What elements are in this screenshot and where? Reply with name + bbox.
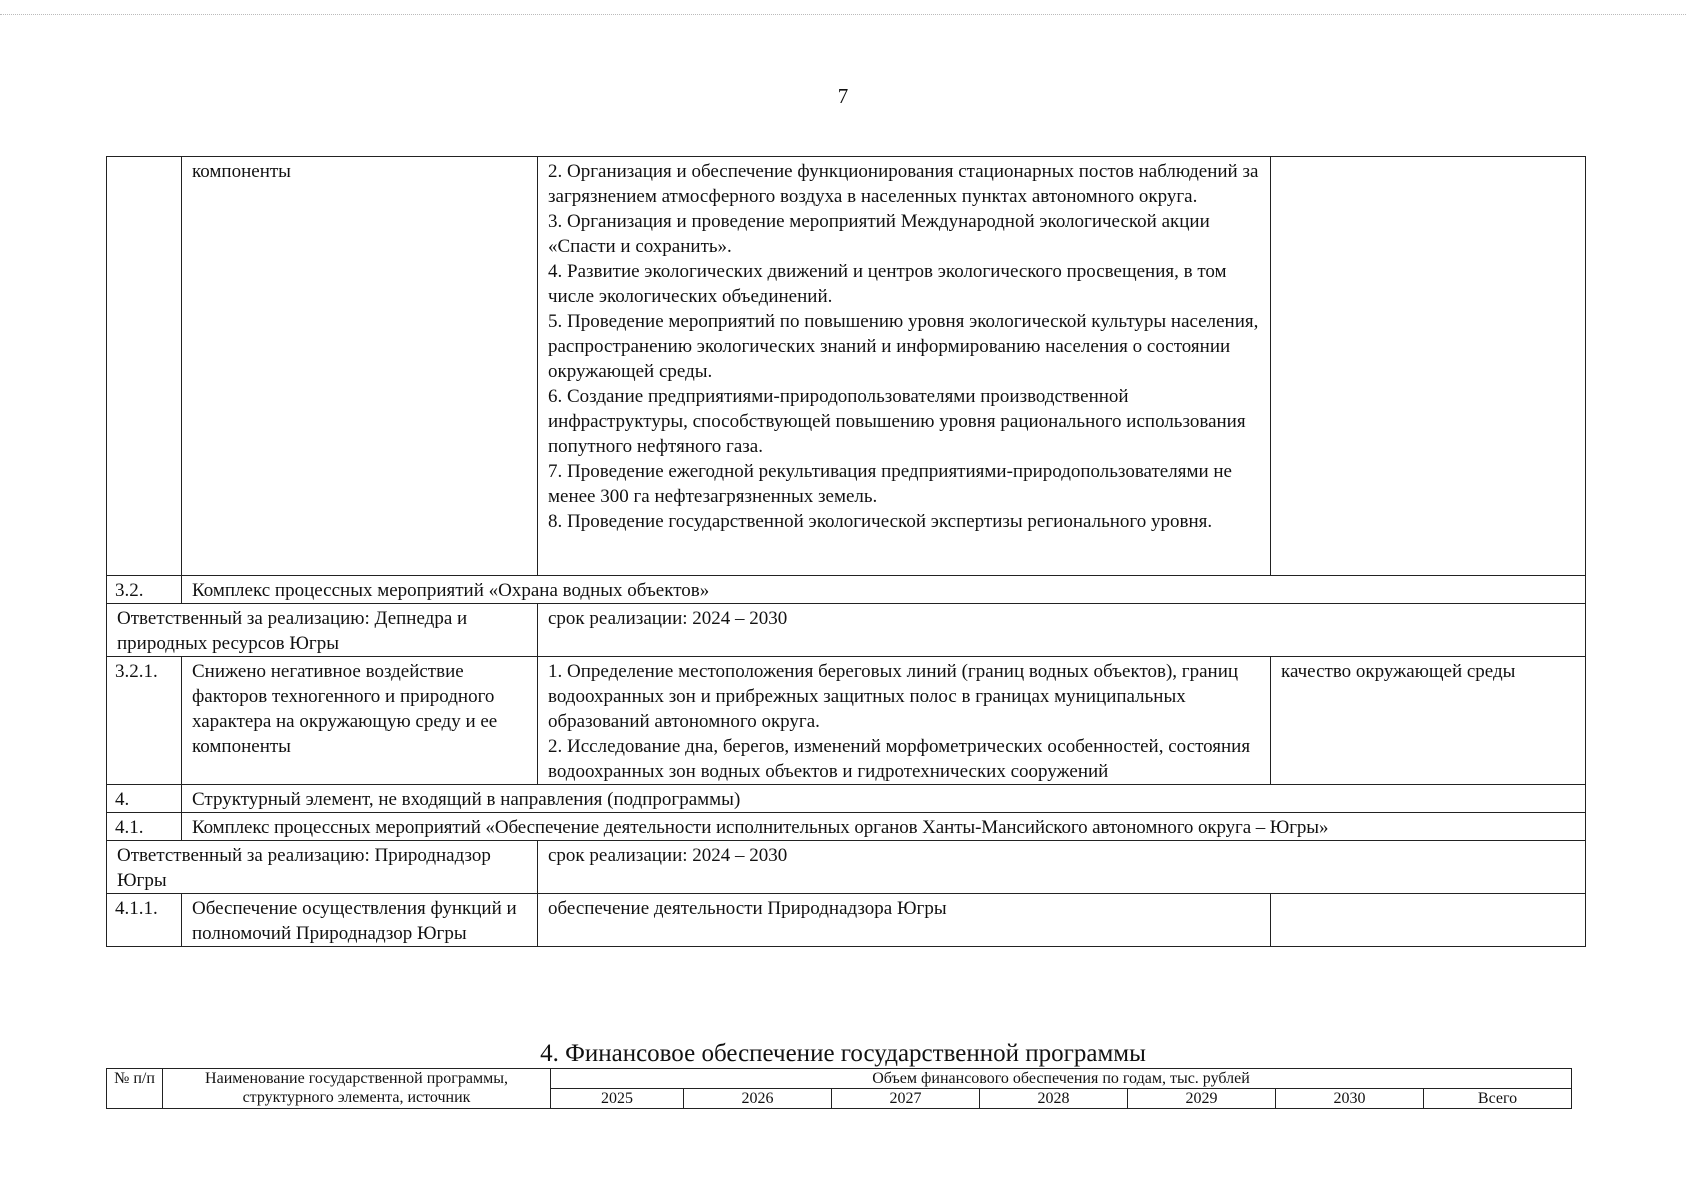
column-header-year: 2030 bbox=[1276, 1089, 1424, 1109]
column-header-volume: Объем финансового обеспечения по годам, тыс. рублей bbox=[551, 1069, 1572, 1089]
tasks-cell bbox=[538, 657, 1271, 785]
responsible-row bbox=[107, 841, 1586, 894]
table-row bbox=[107, 657, 1586, 785]
element-name: Обеспечение осуществления функций и полномочий Природнадзор Югры bbox=[182, 894, 538, 947]
row-number: 3.2.1. bbox=[107, 657, 182, 785]
column-header-year: 2025 bbox=[551, 1089, 684, 1109]
row-number bbox=[107, 157, 182, 576]
column-header-total: Всего bbox=[1424, 1089, 1572, 1109]
task-item: 3. Организация и проведение мероприятий Международной экологической акции «Спасти и сохранить». bbox=[548, 211, 1210, 257]
structural-elements-table bbox=[106, 156, 1586, 947]
task-item: 2. Организация и обеспечение функционирования стационарных постов наблюдений за загрязнением атмосферного воздуха в населенных пунктах автономного округа. bbox=[548, 161, 1259, 207]
task-item: 6. Создание предприятиями-природопользователями производственной инфраструктуры, способствующей повышению уровня рационального использования попутного нефтяного газа. bbox=[548, 386, 1246, 457]
responsible-cell: Ответственный за реализацию: Депнедра и природных ресурсов Югры bbox=[107, 604, 538, 657]
column-header-number: № п/п bbox=[107, 1069, 163, 1109]
table-row bbox=[107, 894, 1586, 947]
column-header-year: 2027 bbox=[832, 1089, 980, 1109]
task-item: 4. Развитие экологических движений и центров экологического просвещения, в том числе экологических объединений. bbox=[548, 261, 1227, 307]
element-name: Снижено негативное воздействие факторов техногенного и природного характера на окружающую среду и ее компоненты bbox=[182, 657, 538, 785]
financing-table bbox=[106, 1068, 1572, 1109]
task-item: 1. Определение местоположения береговых линий (границ водных объектов), границ водоохранных зон и прибрежных защитных полос в границах муниципальных образований автономного округа. bbox=[548, 661, 1239, 732]
column-header-year: 2026 bbox=[684, 1089, 832, 1109]
row-number: 3.2. bbox=[107, 576, 182, 604]
section-title-financing: 4. Финансовое обеспечение государственной программы bbox=[540, 1040, 1146, 1067]
task-item: обеспечение деятельности Природнадзора Югры bbox=[548, 898, 947, 919]
column-header-name: Наименование государственной программы, структурного элемента, источник bbox=[163, 1069, 551, 1109]
section-title: Структурный элемент, не входящий в направления (подпрограммы) bbox=[182, 785, 1586, 813]
section-title: Комплекс процессных мероприятий «Обеспечение деятельности исполнительных органов Ханты-Мансийского автономного округа – Югры» bbox=[182, 813, 1586, 841]
section-row bbox=[107, 813, 1586, 841]
column-header-year: 2029 bbox=[1128, 1089, 1276, 1109]
linked-indicator: качество окружающей среды bbox=[1271, 657, 1586, 785]
term-cell: срок реализации: 2024 – 2030 bbox=[538, 841, 1586, 894]
row-number: 4.1.1. bbox=[107, 894, 182, 947]
page-number: 7 bbox=[837, 84, 849, 108]
linked-indicator bbox=[1271, 894, 1586, 947]
tasks-cell bbox=[538, 894, 1271, 947]
term-cell: срок реализации: 2024 – 2030 bbox=[538, 604, 1586, 657]
tasks-cell bbox=[538, 157, 1271, 576]
task-item: 2. Исследование дна, берегов, изменений морфометрических особенностей, состояния водоохранных зон водных объектов и гидротехнических сооружений bbox=[548, 736, 1251, 782]
row-number: 4. bbox=[107, 785, 182, 813]
linked-indicator bbox=[1271, 157, 1586, 576]
responsible-cell: Ответственный за реализацию: Природнадзор Югры bbox=[107, 841, 538, 894]
task-item: 8. Проведение государственной экологической экспертизы регионального уровня. bbox=[548, 511, 1213, 532]
row-number: 4.1. bbox=[107, 813, 182, 841]
responsible-row bbox=[107, 604, 1586, 657]
task-item: 7. Проведение ежегодной рекультивация предприятиями-природопользователями не менее 300 га нефтезагрязненных земель. bbox=[548, 461, 1232, 507]
section-row bbox=[107, 576, 1586, 604]
scan-artifact-line bbox=[0, 14, 1686, 15]
task-item: 5. Проведение мероприятий по повышению уровня экологической культуры населения, распространению экологических знаний и информированию населения о состоянии окружающей среды. bbox=[548, 311, 1259, 382]
element-name: компоненты bbox=[182, 157, 538, 576]
table-header-row bbox=[107, 1069, 1572, 1089]
column-header-year: 2028 bbox=[980, 1089, 1128, 1109]
section-title: Комплекс процессных мероприятий «Охрана водных объектов» bbox=[182, 576, 1586, 604]
table-row bbox=[107, 157, 1586, 576]
section-row bbox=[107, 785, 1586, 813]
